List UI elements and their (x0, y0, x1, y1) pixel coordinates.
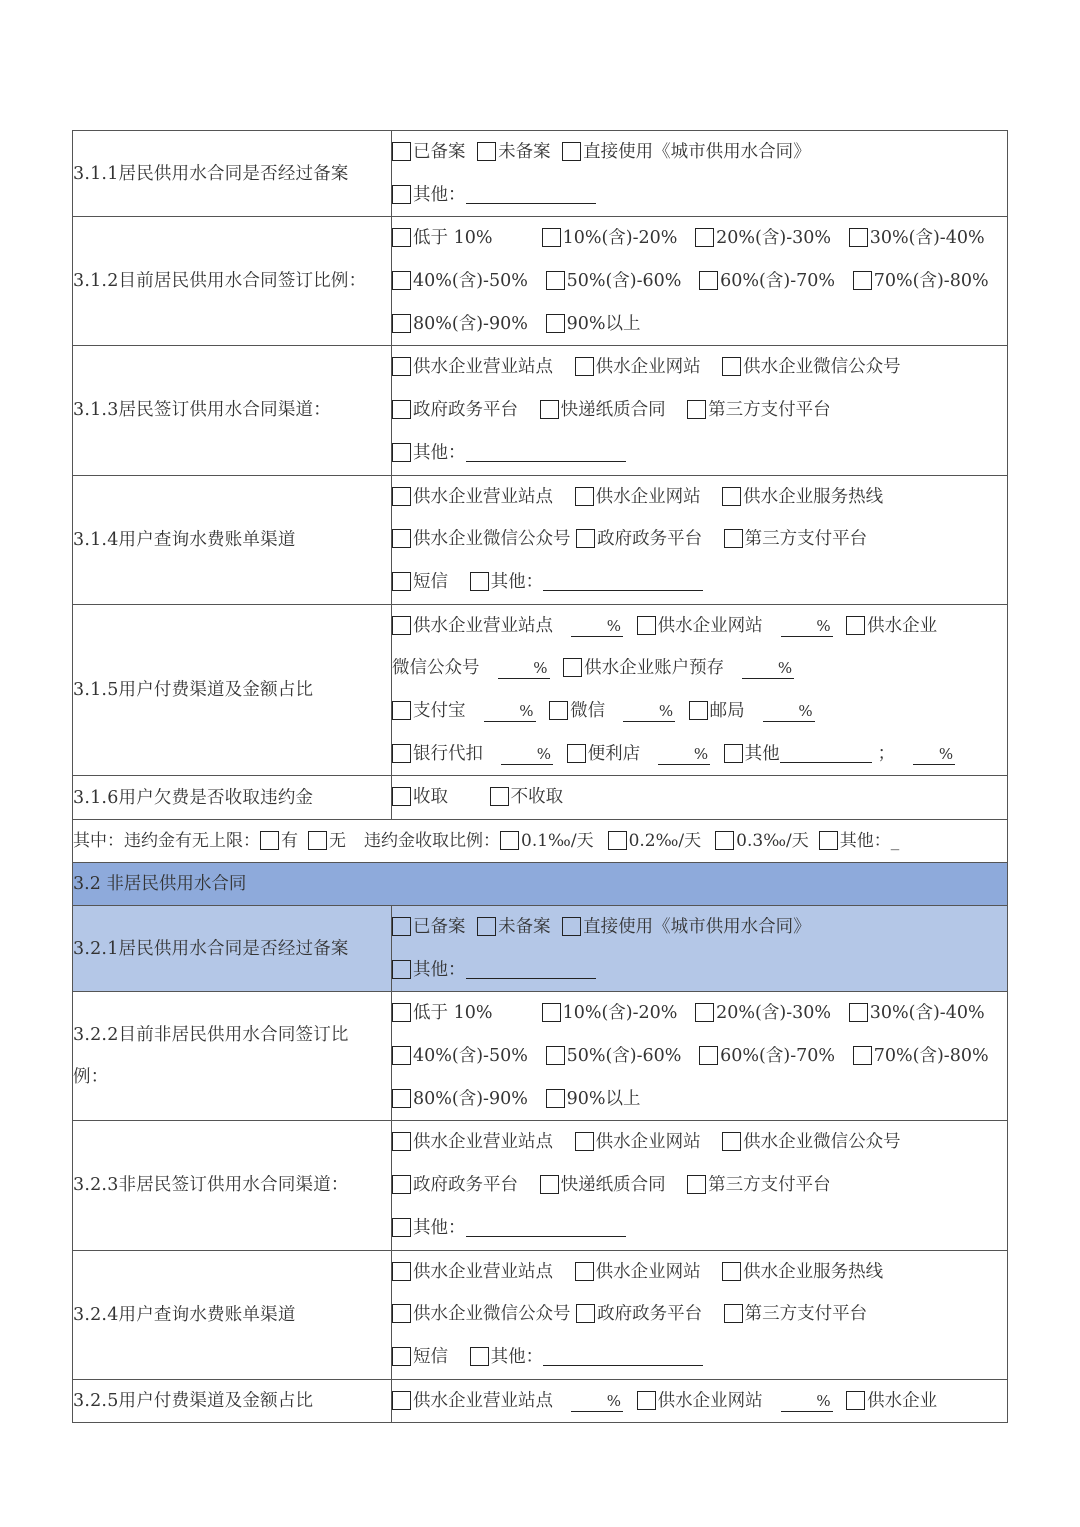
question-label: 3.2.2目前非居民供用水合同签订比例： (73, 992, 392, 1121)
option-label: 微信 (570, 700, 606, 721)
checkbox[interactable] (695, 1003, 714, 1022)
checkbox[interactable] (392, 1304, 411, 1323)
checkbox[interactable] (546, 314, 565, 333)
checkbox[interactable] (392, 271, 411, 290)
options-cell (392, 131, 1008, 217)
option-label: 供水企业营业站点 (413, 1390, 553, 1411)
option-label: 50%(含)-60% (566, 1046, 682, 1067)
percent-blank[interactable]: % (658, 744, 710, 765)
option-label: 其他： (490, 571, 544, 592)
penalty-limit-label: 其中：违约金有无上限： (73, 831, 260, 851)
option-label: 政府政务平台 (597, 529, 703, 550)
percent-blank[interactable]: % (571, 616, 623, 637)
checkbox[interactable] (567, 744, 586, 763)
percent-blank[interactable]: % (742, 658, 794, 679)
checkbox[interactable] (819, 831, 838, 850)
options-cell (392, 217, 1008, 346)
checkbox[interactable] (392, 1347, 411, 1366)
option-label: 40%(含)-50% (413, 1046, 528, 1067)
option-label: 直接使用《城市供用水合同》 (583, 917, 811, 937)
option-label: 供水企业网站 (657, 615, 763, 636)
question-label: 3.2.3非居民签订供用水合同渠道： (73, 1121, 392, 1250)
option-label: 供水企业网站 (595, 1132, 701, 1153)
question-label: 3.1.5用户付费渠道及金额占比 (73, 604, 392, 776)
checkbox[interactable] (392, 443, 411, 462)
option-label: 第三方支付平台 (744, 529, 868, 550)
checkbox[interactable] (722, 487, 741, 506)
checkbox[interactable] (392, 529, 411, 548)
option-label: 供水企业微信公众号 (743, 1132, 901, 1153)
checkbox[interactable] (308, 831, 327, 850)
checkbox[interactable] (392, 1046, 411, 1065)
checkbox[interactable] (546, 1046, 565, 1065)
checkbox[interactable] (392, 701, 411, 720)
checkbox[interactable] (546, 1089, 565, 1108)
checkbox[interactable] (853, 271, 872, 290)
checkbox[interactable] (392, 185, 411, 204)
percent-blank[interactable]: % (501, 744, 553, 765)
checkbox[interactable] (392, 400, 411, 419)
checkbox[interactable] (849, 228, 868, 247)
checkbox[interactable] (575, 487, 594, 506)
checkbox[interactable] (392, 787, 411, 806)
percent-blank[interactable]: % (623, 701, 675, 722)
checkbox[interactable] (392, 572, 411, 591)
option-label: 供水企业营业站点 (413, 486, 553, 507)
options-cell (392, 1379, 1008, 1423)
checkbox[interactable] (853, 1046, 872, 1065)
checkbox[interactable] (392, 142, 411, 161)
options-cell (392, 346, 1008, 475)
option-label: 第三方支付平台 (708, 1175, 831, 1196)
checkbox[interactable] (687, 400, 706, 419)
option-label: 70%(含)-80% (873, 1046, 989, 1067)
option-label: 第三方支付平台 (708, 400, 831, 421)
checkbox[interactable] (637, 1391, 656, 1410)
option-label: 供水企业网站 (595, 1261, 701, 1282)
checkbox[interactable] (392, 1218, 411, 1237)
option-label: 30%(含)-40% (869, 228, 985, 249)
fill-in-blank[interactable] (466, 441, 626, 462)
fill-in-blank[interactable] (466, 183, 596, 204)
checkbox[interactable] (392, 228, 411, 247)
option-label: 无 (329, 831, 346, 851)
options-cell (392, 1250, 1008, 1379)
option-label: 80%(含)-90% (413, 313, 528, 334)
option-label: 低于 10% (413, 228, 493, 249)
option-label: 供水企业 (867, 615, 938, 636)
checkbox[interactable] (715, 831, 734, 850)
checkbox[interactable] (576, 529, 595, 548)
checkbox[interactable] (470, 572, 489, 591)
option-label: 90%以上 (566, 1088, 641, 1109)
checkbox[interactable] (542, 1003, 561, 1022)
penalty-rate-label: 违约金收取比例： (364, 831, 500, 851)
checkbox[interactable] (540, 1175, 559, 1194)
option-label: 10%(含)-20% (562, 1003, 678, 1024)
fill-in-blank[interactable] (780, 742, 872, 763)
section-title: 3.2 非居民供用水合同 (73, 863, 1008, 906)
option-label: 供水企业微信公众号 (743, 357, 901, 378)
checkbox[interactable] (477, 917, 496, 936)
option-label: 其他： (413, 442, 466, 463)
option-label: 供水企业 (867, 1390, 938, 1411)
checkbox[interactable] (699, 271, 718, 290)
checkbox[interactable] (490, 787, 509, 806)
option-label: 其他： (413, 184, 466, 205)
option-label: 供水企业微信公众号 (413, 1304, 571, 1325)
option-label: 供水企业网站 (595, 486, 701, 507)
separator: ； (877, 743, 896, 764)
checkbox[interactable] (722, 357, 741, 376)
option-label: 10%(含)-20% (562, 228, 678, 249)
checkbox[interactable] (392, 1132, 411, 1151)
option-label: 0.1‰/天 (521, 831, 594, 851)
checkbox[interactable] (695, 228, 714, 247)
checkbox[interactable] (470, 1347, 489, 1366)
option-label: 20%(含)-30% (716, 228, 832, 249)
checkbox[interactable] (542, 228, 561, 247)
form-row-3-1-2 (73, 217, 1008, 346)
option-label: 低于 10% (413, 1003, 493, 1024)
checkbox[interactable] (575, 357, 594, 376)
option-label: 60%(含)-70% (720, 271, 836, 292)
checkbox[interactable] (722, 1132, 741, 1151)
fill-in-blank[interactable] (466, 958, 596, 979)
checkbox[interactable] (392, 1262, 411, 1281)
option-label: 供水企业网站 (657, 1390, 763, 1411)
option-label: 第三方支付平台 (744, 1304, 868, 1325)
option-label: 20%(含)-30% (716, 1003, 832, 1024)
form-row-3-2-2 (73, 992, 1008, 1121)
option-label: 政府政务平台 (597, 1304, 703, 1325)
option-label: 其他 (744, 743, 780, 764)
option-label: 政府政务平台 (413, 400, 518, 421)
checkbox[interactable] (849, 1003, 868, 1022)
option-label: 其他： (413, 1217, 466, 1238)
checkbox[interactable] (576, 1304, 595, 1323)
checkbox[interactable] (724, 744, 743, 763)
option-label: 70%(含)-80% (873, 271, 989, 292)
checkbox[interactable] (392, 917, 411, 936)
checkbox[interactable] (689, 701, 708, 720)
option-label: 短信 (413, 1346, 448, 1367)
option-label: 未备案 (498, 917, 551, 937)
checkbox[interactable] (392, 616, 411, 635)
checkbox[interactable] (392, 1003, 411, 1022)
form-row-3-2-5 (73, 1379, 1008, 1423)
checkbox[interactable] (500, 831, 519, 850)
option-label: 快递纸质合同 (560, 400, 666, 421)
option-label: 其他： (413, 959, 466, 980)
option-label: 未备案 (498, 142, 551, 162)
option-label: 90%以上 (566, 313, 641, 334)
option-label: 已备案 (413, 917, 466, 937)
option-label: 快递纸质合同 (560, 1175, 666, 1196)
form-row-3-1-6 (73, 776, 1008, 820)
options-cell (392, 475, 1008, 604)
option-label: 支付宝 (413, 700, 466, 721)
option-label: 有 (281, 831, 298, 851)
checkbox[interactable] (392, 1175, 411, 1194)
option-label: 便利店 (587, 743, 641, 764)
option-label: 供水企业营业站点 (413, 1132, 553, 1153)
percent-blank[interactable]: % (498, 658, 550, 679)
form-row-3-1-4 (73, 475, 1008, 604)
checkbox[interactable] (687, 1175, 706, 1194)
option-label: 其他：_ (839, 831, 900, 851)
percent-blank[interactable]: % (913, 744, 955, 765)
form-row-3-1-3 (73, 346, 1008, 475)
question-label: 3.1.1居民供用水合同是否经过备案 (73, 131, 392, 217)
option-label: 收取 (413, 787, 448, 808)
percent-blank[interactable]: % (781, 1391, 833, 1412)
option-label: 0.3‰/天 (736, 831, 809, 851)
question-label: 3.2.1居民供用水合同是否经过备案 (73, 906, 392, 992)
checkbox[interactable] (392, 314, 411, 333)
percent-blank[interactable]: % (484, 701, 536, 722)
option-label: 其他： (490, 1346, 544, 1367)
form-row-3-2-4 (73, 1250, 1008, 1379)
options-cell (392, 776, 1008, 820)
option-label: 供水企业网站 (595, 357, 701, 378)
checkbox[interactable] (392, 1089, 411, 1108)
option-label: 供水企业营业站点 (413, 1261, 553, 1282)
question-label: 3.1.6用户欠费是否收取违约金 (73, 776, 392, 820)
form-row-3-1-5 (73, 604, 1008, 776)
checkbox[interactable] (549, 701, 568, 720)
checkbox[interactable] (260, 831, 279, 850)
form-row-3-2-1 (73, 906, 1008, 992)
question-label: 3.2.4用户查询水费账单渠道 (73, 1250, 392, 1379)
checkbox[interactable] (699, 1046, 718, 1065)
checkbox[interactable] (608, 831, 627, 850)
checkbox[interactable] (392, 1391, 411, 1410)
options-cell (392, 992, 1008, 1121)
option-label: 供水企业服务热线 (743, 1261, 884, 1282)
checkbox[interactable] (846, 616, 865, 635)
option-label: 直接使用《城市供用水合同》 (583, 142, 811, 162)
option-label: 供水企业服务热线 (743, 486, 884, 507)
survey-form-table (72, 130, 1008, 1423)
option-label: 银行代扣 (413, 743, 483, 764)
checkbox[interactable] (724, 1304, 743, 1323)
checkbox[interactable] (637, 616, 656, 635)
question-label: 3.1.3居民签订供用水合同渠道： (73, 346, 392, 475)
checkbox[interactable] (724, 529, 743, 548)
question-label: 3.1.4用户查询水费账单渠道 (73, 475, 392, 604)
fill-in-blank[interactable] (543, 1345, 703, 1366)
checkbox[interactable] (575, 1262, 594, 1281)
penalty-details-cell (73, 820, 1008, 863)
form-row-3-2-3 (73, 1121, 1008, 1250)
option-label: 邮局 (709, 700, 745, 721)
question-label: 3.1.2目前居民供用水合同签订比例： (73, 217, 392, 346)
checkbox[interactable] (477, 142, 496, 161)
section-header-3-2 (73, 863, 1008, 906)
checkbox[interactable] (546, 271, 565, 290)
option-label: 供水企业营业站点 (413, 615, 553, 636)
checkbox[interactable] (846, 1391, 865, 1410)
options-cell (392, 906, 1008, 992)
option-label: 政府政务平台 (413, 1175, 518, 1196)
fill-in-blank[interactable] (466, 1216, 626, 1237)
checkbox[interactable] (540, 400, 559, 419)
checkbox[interactable] (575, 1132, 594, 1151)
checkbox[interactable] (392, 960, 411, 979)
option-label: 80%(含)-90% (413, 1088, 528, 1109)
fill-in-blank[interactable] (543, 570, 703, 591)
checkbox[interactable] (722, 1262, 741, 1281)
option-label: 供水企业账户预存 (584, 658, 725, 679)
option-label: 供水企业微信公众号 (413, 529, 571, 550)
form-row-penalty-details (73, 820, 1008, 863)
checkbox[interactable] (562, 917, 581, 936)
option-label: 50%(含)-60% (566, 271, 682, 292)
option-label: 已备案 (413, 142, 466, 162)
option-label: 60%(含)-70% (720, 1046, 836, 1067)
option-label: 30%(含)-40% (869, 1003, 985, 1024)
options-cell (392, 1121, 1008, 1250)
percent-blank[interactable]: % (781, 616, 833, 637)
checkbox[interactable] (392, 744, 411, 763)
option-label: 40%(含)-50% (413, 271, 528, 292)
question-label: 3.2.5用户付费渠道及金额占比 (73, 1379, 392, 1423)
option-label: 短信 (413, 571, 448, 592)
percent-blank[interactable]: % (571, 1391, 623, 1412)
option-label: 0.2‰/天 (628, 831, 702, 851)
options-cell (392, 604, 1008, 776)
option-label: 微信公众号 (392, 658, 480, 679)
checkbox[interactable] (563, 658, 582, 677)
option-label: 不收取 (510, 787, 564, 808)
checkbox[interactable] (392, 487, 411, 506)
percent-blank[interactable]: % (763, 701, 815, 722)
form-row-3-1-1 (73, 131, 1008, 217)
checkbox[interactable] (562, 142, 581, 161)
checkbox[interactable] (392, 357, 411, 376)
option-label: 供水企业营业站点 (413, 357, 553, 378)
